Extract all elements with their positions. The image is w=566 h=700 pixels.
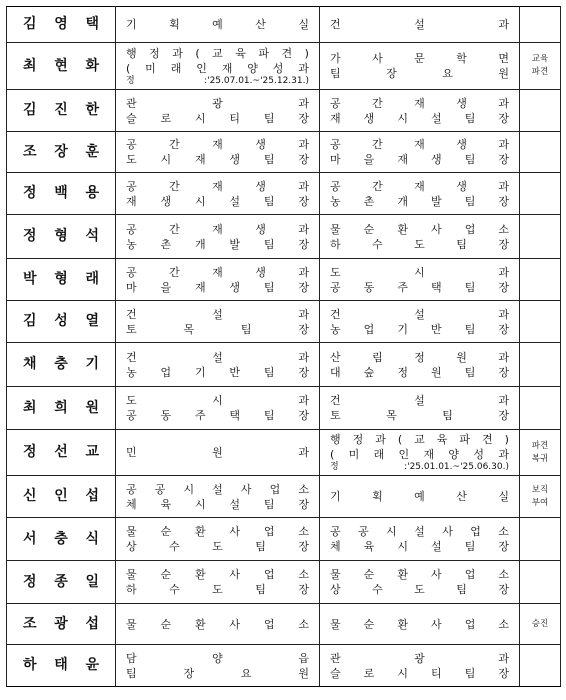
remark-text: 파견 xyxy=(531,67,549,77)
table-row xyxy=(7,259,561,301)
remark-cell xyxy=(520,132,561,173)
remark-cell xyxy=(520,430,561,476)
new-post-line: 건 설 과 xyxy=(330,18,509,31)
previous-post-line: 슬 로 시 티 팀 장 xyxy=(126,111,309,125)
table-row xyxy=(7,215,561,259)
new-post-line: 관 광 과 xyxy=(330,651,509,665)
remark-text: 복귀 xyxy=(531,453,549,464)
new-post-line: 팀 장 요 원 xyxy=(330,67,509,80)
table-row xyxy=(7,343,561,387)
table-row xyxy=(7,43,561,90)
previous-post-cell xyxy=(116,259,320,301)
person-name-cell xyxy=(7,387,116,430)
new-post-line: 슬 로 시 티 팀 장 xyxy=(330,666,509,680)
remark-cell xyxy=(520,90,561,132)
person-name-cell xyxy=(7,43,116,90)
previous-post-cell xyxy=(116,132,320,173)
new-post-period-part: :'25.01.01.~'25.06.30.) xyxy=(404,462,509,472)
person-name: 신 인 섭 xyxy=(23,488,99,504)
new-post-line: 기 획 예 산 실 xyxy=(330,490,509,503)
person-name: 김 성 열 xyxy=(23,313,99,329)
previous-post-line: 담 양 읍 xyxy=(126,651,309,665)
person-name-cell xyxy=(7,561,116,604)
new-post-line: 도 시 과 xyxy=(330,265,509,279)
previous-post-line: 공 간 재 생 과 xyxy=(126,265,309,279)
remark-cell xyxy=(520,301,561,343)
new-post-line: 상 수 도 팀 장 xyxy=(330,583,509,596)
previous-post-line: 공 간 재 생 과 xyxy=(126,222,309,236)
new-post-cell xyxy=(320,43,520,90)
remark-text: 보직 xyxy=(531,484,549,495)
remark-text: 부여 xyxy=(531,497,549,508)
previous-post-cell xyxy=(116,301,320,343)
new-post-cell xyxy=(320,90,520,132)
previous-post-line: 민 원 과 xyxy=(126,446,309,459)
new-post-cell xyxy=(320,215,520,259)
person-name-cell xyxy=(7,604,116,645)
person-name: 하 태 윤 xyxy=(23,657,99,673)
new-post-line: 하 수 도 팀 장 xyxy=(330,237,509,251)
previous-post-line: 공 간 재 생 과 xyxy=(126,179,309,193)
table-row xyxy=(7,387,561,430)
table-row xyxy=(7,173,561,215)
previous-post-cell xyxy=(116,387,320,430)
person-name: 김 진 한 xyxy=(23,102,99,118)
new-post-line: 토 목 팀 장 xyxy=(330,409,509,422)
new-post-line: 대 숲 정 원 팀 장 xyxy=(330,365,509,379)
table-row xyxy=(7,604,561,645)
new-post-line: 건 설 과 xyxy=(330,394,509,407)
remark-cell xyxy=(520,215,561,259)
remark-text: 승진 xyxy=(531,618,549,629)
remark-cell xyxy=(520,43,561,90)
new-post-cell xyxy=(320,387,520,430)
person-name-cell xyxy=(7,476,116,518)
person-name-cell xyxy=(7,215,116,259)
previous-post-line: 건 설 과 xyxy=(126,307,309,321)
new-post-cell xyxy=(320,645,520,687)
person-name-cell xyxy=(7,90,116,132)
person-name-cell xyxy=(7,173,116,215)
remark-cell xyxy=(520,343,561,387)
new-post-line: 마 을 재 생 팀 장 xyxy=(330,153,509,166)
previous-post-line: 물 순 환 사 업 소 xyxy=(126,617,309,631)
table-row xyxy=(7,476,561,518)
previous-post-line: 행 정 과 ( 교 육 파 견 ) xyxy=(126,46,309,60)
previous-post-line: 기 획 예 산 실 xyxy=(126,18,309,31)
new-post-cell xyxy=(320,301,520,343)
new-post-line: 가 사 문 학 면 xyxy=(330,52,509,65)
previous-post-line: 하 수 도 팀 장 xyxy=(126,583,309,596)
person-name: 김 영 택 xyxy=(23,16,99,32)
new-post-line: 재 생 시 설 팀 장 xyxy=(330,111,509,125)
person-name-cell xyxy=(7,518,116,561)
person-name-cell xyxy=(7,430,116,476)
previous-post-line: 공 간 재 생 과 xyxy=(126,138,309,151)
person-name: 정 종 일 xyxy=(23,573,99,590)
previous-post-line: 도 시 재 생 팀 장 xyxy=(126,153,309,166)
person-name: 채 충 기 xyxy=(23,356,99,372)
new-post-line: 물 순 환 사 업 소 xyxy=(330,568,509,581)
new-post-cell xyxy=(320,173,520,215)
remark-cell xyxy=(520,561,561,604)
previous-post-line: ( 미 래 인 재 양 성 과 xyxy=(126,61,309,75)
new-post-line: 물 순 환 사 업 소 xyxy=(330,617,509,631)
new-post-cell xyxy=(320,430,520,476)
person-name: 최 현 화 xyxy=(23,57,99,74)
new-post-line: 공 간 재 생 과 xyxy=(330,138,509,151)
previous-post-line: 관 광 과 xyxy=(126,96,309,110)
person-name-cell xyxy=(7,343,116,387)
table-row xyxy=(7,301,561,343)
table-row xyxy=(7,132,561,173)
person-name-cell xyxy=(7,7,116,43)
previous-post-cell xyxy=(116,173,320,215)
person-name: 정 선 교 xyxy=(23,444,99,460)
previous-post-line: 농 촌 개 발 팀 장 xyxy=(126,237,309,251)
new-post-cell xyxy=(320,561,520,604)
personnel-table xyxy=(6,6,561,687)
previous-post-line: 재 생 시 설 팀 장 xyxy=(126,194,309,208)
new-post-cell xyxy=(320,604,520,645)
previous-post-line: 토 목 팀 장 xyxy=(126,322,309,336)
new-post-line: 공 간 재 생 과 xyxy=(330,96,509,110)
previous-post-line: 농 업 기 반 팀 장 xyxy=(126,365,309,379)
person-name-cell xyxy=(7,645,116,687)
previous-post-line: 도 시 과 xyxy=(126,394,309,407)
remark-text: 파견 xyxy=(531,440,549,451)
table-row xyxy=(7,430,561,476)
new-post-cell xyxy=(320,343,520,387)
person-name: 서 충 식 xyxy=(23,530,99,547)
previous-post-line: 물 순 환 사 업 소 xyxy=(126,568,309,581)
previous-post-line: 체 육 시 설 팀 장 xyxy=(126,497,309,511)
previous-post-cell xyxy=(116,476,320,518)
previous-post-line: 건 설 과 xyxy=(126,350,309,364)
new-post-cell xyxy=(320,7,520,43)
previous-post-cell xyxy=(116,343,320,387)
previous-post-period-part: 정 xyxy=(126,75,135,86)
previous-post-cell xyxy=(116,90,320,132)
new-post-line: 농 업 기 반 팀 장 xyxy=(330,322,509,336)
table-row xyxy=(7,561,561,604)
new-post-cell xyxy=(320,476,520,518)
table-row xyxy=(7,90,561,132)
previous-post-line: 공 공 시 설 사 업 소 xyxy=(126,482,309,496)
previous-post-line: 공 동 주 택 팀 장 xyxy=(126,409,309,422)
previous-post-cell xyxy=(116,518,320,561)
new-post-line: 공 공 시 설 사 업 소 xyxy=(330,525,509,538)
new-post-line: 행 정 과 ( 교 육 파 견 ) xyxy=(330,433,509,446)
remark-cell xyxy=(520,387,561,430)
previous-post-cell xyxy=(116,43,320,90)
remark-cell xyxy=(520,604,561,645)
previous-post-line: 마 을 재 생 팀 장 xyxy=(126,280,309,294)
person-name-cell xyxy=(7,132,116,173)
new-post-line: ( 미 래 인 재 양 성 과 xyxy=(330,448,509,461)
previous-post-cell xyxy=(116,561,320,604)
previous-post-cell xyxy=(116,7,320,43)
previous-post-cell xyxy=(116,215,320,259)
person-name-cell xyxy=(7,259,116,301)
remark-cell xyxy=(520,7,561,43)
new-post-period xyxy=(330,462,509,473)
table-row xyxy=(7,645,561,687)
new-post-line: 공 간 재 생 과 xyxy=(330,179,509,193)
person-name-cell xyxy=(7,301,116,343)
remark-cell xyxy=(520,518,561,561)
previous-post-cell xyxy=(116,645,320,687)
person-name: 박 형 래 xyxy=(23,271,99,287)
new-post-line: 건 설 과 xyxy=(330,307,509,321)
remark-cell xyxy=(520,645,561,687)
person-name: 정 형 석 xyxy=(23,228,99,244)
table-row xyxy=(7,518,561,561)
person-name: 조 장 훈 xyxy=(23,143,99,160)
previous-post-cell xyxy=(116,604,320,645)
previous-post-line: 팀 장 요 원 xyxy=(126,666,309,680)
previous-post-period xyxy=(126,76,309,87)
new-post-line: 산 림 정 원 과 xyxy=(330,350,509,364)
personnel-table-body xyxy=(7,7,561,687)
new-post-line: 농 촌 개 발 팀 장 xyxy=(330,194,509,208)
previous-post-line: 상 수 도 팀 장 xyxy=(126,540,309,553)
previous-post-cell xyxy=(116,430,320,476)
new-post-line: 물 순 환 사 업 소 xyxy=(330,222,509,236)
previous-post-period-part: :'25.07.01.~'25.12.31.) xyxy=(204,75,309,86)
new-post-cell xyxy=(320,518,520,561)
new-post-cell xyxy=(320,132,520,173)
remark-cell xyxy=(520,476,561,518)
table-row xyxy=(7,7,561,43)
new-post-cell xyxy=(320,259,520,301)
previous-post-line: 물 순 환 사 업 소 xyxy=(126,525,309,538)
remark-text: 교육 xyxy=(531,54,549,64)
new-post-period-part: 정 xyxy=(330,462,339,472)
remark-cell xyxy=(520,173,561,215)
new-post-line: 공 동 주 택 팀 장 xyxy=(330,280,509,294)
person-name: 최 희 원 xyxy=(23,399,99,416)
person-name: 정 백 용 xyxy=(23,185,99,201)
remark-cell xyxy=(520,259,561,301)
person-name: 조 광 섭 xyxy=(23,615,99,632)
new-post-line: 체 육 시 설 팀 장 xyxy=(330,540,509,553)
